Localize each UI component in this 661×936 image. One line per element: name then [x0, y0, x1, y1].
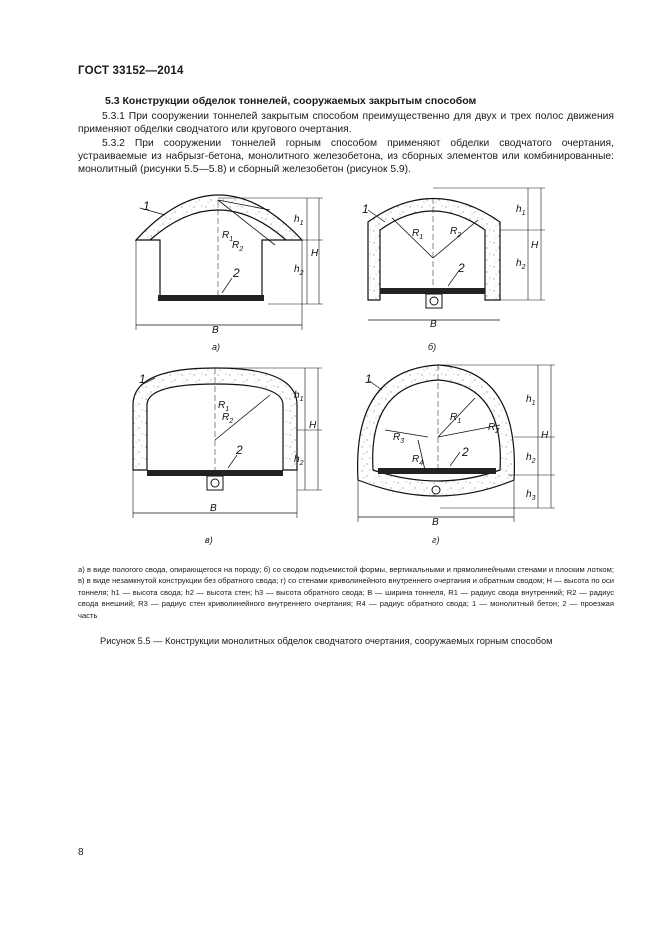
figure-caption: а) в виде пологого свода, опирающегося на породу; б) со сводом подъемистой формы, вертикальными и прямолинейными стенами и плоским лотком; в) в виде незамкнутой конструкции без обратного свода; г) со стенами криволинейного внутреннего очертания и обратным сводом; H — высота по оси тоннеля; h1 — высота свода; h2 — высота стен; h3 — высота обратного свода; B — ширина тоннеля, R1 — радиус свода внутренний; R2 — радиус свода внешний; R3 — радиус стен криволинейного внутреннего очертания; R4 — радиус обратного свода; 1 — монолитный бетон; 2 — проезжая часть: [78, 565, 614, 620]
paragraph-5-3-2: 5.3.2 При сооружении тоннелей горным способом применяют обделки сводчатого очертания, устраиваемые из набрызг-бетона, монолитного железобетона, из сборных элементов или комбинированные: монолитный (рисунки 5.5—5.8) и сборный железобетон (рисунок 5.9).: [78, 138, 614, 176]
sublabel-c: в): [205, 535, 213, 545]
label-B-b: B: [430, 319, 437, 330]
label-1-b: 1: [362, 202, 369, 216]
label-1-a: 1: [143, 199, 150, 213]
paragraph-5-3-1: 5.3.1 При сооружении тоннелей закрытым способом преимущественно для двух и трех полос движения применяют обделки сводчатого или кругового очертания.: [78, 111, 614, 136]
page-number: 8: [78, 847, 84, 858]
label-r3-d: $R_3$: [393, 432, 405, 445]
label-H-a: H: [311, 248, 319, 259]
label-h1-d: $h_1$: [526, 394, 536, 407]
label-h1-c: $h_1$: [294, 390, 304, 403]
label-h2-a: $h_2$: [294, 264, 304, 277]
label-2-a: 2: [233, 266, 240, 280]
label-1-c: 1: [139, 372, 146, 386]
label-r2-c: $R_2$: [222, 412, 234, 425]
label-H-c: H: [309, 420, 317, 431]
sublabel-d: г): [432, 535, 440, 545]
label-2-b: 2: [458, 261, 465, 275]
label-h3-d: $h_3$: [526, 489, 536, 502]
label-B-c: B: [210, 503, 217, 514]
label-r1-d: $R_1$: [450, 412, 462, 425]
label-2-c: 2: [236, 443, 243, 457]
figure-title: Рисунок 5.5 — Конструкции монолитных обделок сводчатого очертания, сооружаемых горным способом: [100, 636, 553, 646]
standard-code: ГОСТ 33152—2014: [78, 65, 184, 77]
label-h1-b: $h_1$: [516, 204, 526, 217]
label-h2-d: $h_2$: [526, 452, 536, 465]
label-H-b: H: [531, 240, 539, 251]
label-B-a: B: [212, 325, 219, 336]
label-r2-a: $R_2$: [232, 240, 244, 253]
label-B-d: B: [432, 517, 439, 528]
label-H-d: H: [541, 430, 549, 441]
label-h2-c: $h_2$: [294, 454, 304, 467]
label-1-d: 1: [365, 372, 372, 386]
section-title: 5.3 Конструкции обделок тоннелей, сооружаемых закрытым способом: [105, 95, 477, 107]
label-r2-b: $R_2$: [450, 226, 462, 239]
label-h1-a: $h_1$: [294, 214, 304, 227]
label-h2-b: $h_2$: [516, 258, 526, 271]
label-r1-c: $R_1$: [218, 400, 230, 413]
label-r1-a: $R_1$: [222, 230, 234, 243]
sublabel-a: а): [212, 342, 221, 352]
label-r1-b: $R_1$: [412, 228, 424, 241]
sublabel-b: б): [428, 342, 437, 352]
label-2-d: 2: [462, 445, 469, 459]
label-r4-d: $R_4$: [412, 454, 424, 467]
label-r2-d: $R_2$: [488, 422, 500, 435]
